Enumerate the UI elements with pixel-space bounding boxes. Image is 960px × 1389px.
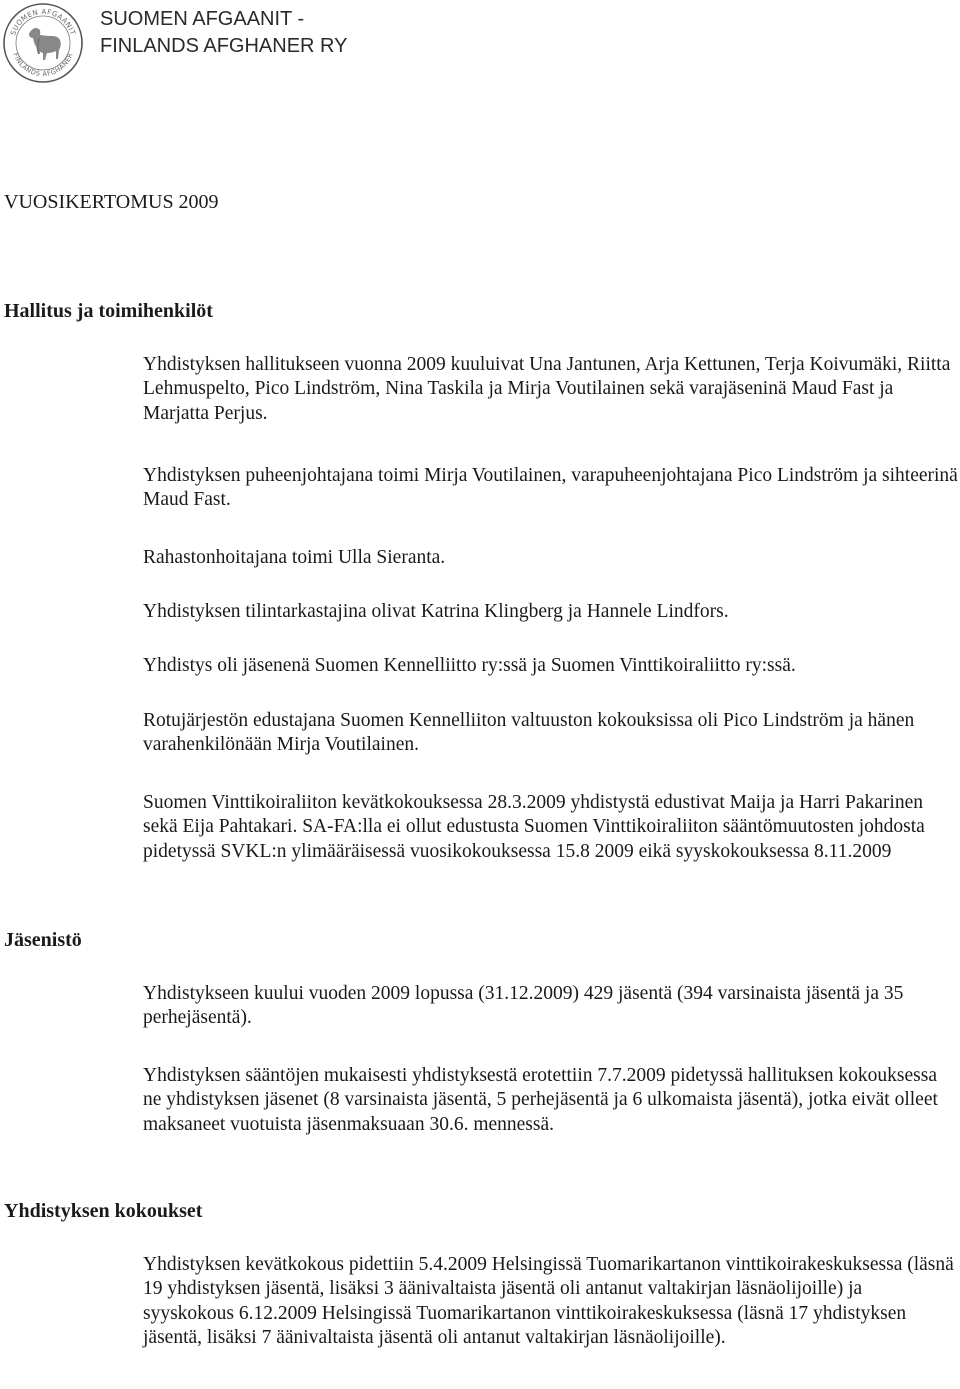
club-logo (2, 2, 84, 84)
afghan-hound-silhouette (29, 28, 61, 60)
svg-text:FINLANDS AFGHANER: FINLANDS AFGHANER (11, 51, 75, 79)
section-heading-kokoukset: Yhdistyksen kokoukset (4, 1200, 203, 1222)
paragraph-member-removal: Yhdistyksen sääntöjen mukaisesti yhdistyksestä erotettiin 7.7.2009 pidetyssä hallituksen kokouksessa ne yhdistyksen jäsenet (8 varsinaista jäsentä, 5 perhejäsentä ja 6 ulkomaista jäsentä), jotka eivät olleet maksaneet vuotuista jäsenmaksuaan 30.6. mennessä. (143, 1065, 938, 1135)
organization-name (100, 6, 347, 60)
organization-name-fi: SUOMEN AFGAANIT - (100, 8, 305, 30)
paragraph-chair: Yhdistyksen puheenjohtajana toimi Mirja Voutilainen, varapuheenjohtajana Pico Lindström ja sihteerinä Maud Fast. (143, 465, 958, 511)
paragraph-auditors: Yhdistyksen tilintarkastajina olivat Katrina Klingberg ja Hannele Lindfors. (143, 601, 729, 622)
paragraph-member-count: Yhdistykseen kuului vuoden 2009 lopussa (31.12.2009) 429 jäsentä (394 varsinaista jäsentä ja 35 perhejäsentä). (143, 983, 904, 1029)
paragraph-svkl-meetings: Suomen Vinttikoiraliiton kevätkokouksessa 28.3.2009 yhdistystä edustivat Maija ja Harri Pakarinen sekä Eija Pahtakari. SA-FA:lla ei ollut edustusta Suomen Vinttikoiraliiton sääntömuutosten johdosta pidetyssä SVKL:n ylimääräisessä vuosikokouksessa 15.8 2009 eikä syyskokouksessa 8.11.2009 (143, 792, 925, 862)
document-title: VUOSIKERTOMUS 2009 (4, 191, 219, 213)
section-heading-jasenisto: Jäsenistö (4, 929, 82, 951)
paragraph-representative: Rotujärjestön edustajana Suomen Kennelliiton valtuuston kokouksissa oli Pico Lindström ja hänen varahenkilönään Mirja Voutilainen. (143, 710, 915, 756)
section-heading-hallitus: Hallitus ja toimihenkilöt (4, 300, 213, 322)
svg-text:SUOMEN AFGAANIT: SUOMEN AFGAANIT (9, 7, 77, 37)
paragraph-treasurer: Rahastonhoitajana toimi Ulla Sieranta. (143, 547, 446, 568)
paragraph-memberships: Yhdistys oli jäsenenä Suomen Kennelliitto ry:ssä ja Suomen Vinttikoiraliitto ry:ssä. (143, 655, 796, 676)
paragraph-board-members: Yhdistyksen hallitukseen vuonna 2009 kuuluivat Una Jantunen, Arja Kettunen, Terja Koivumäki, Riitta Lehmuspelto, Pico Lindström, Nina Taskila ja Mirja Voutilainen sekä varajäseninä Maud Fast ja Marjatta Perjus. (143, 354, 951, 424)
organization-name-sv: FINLANDS AFGHANER RY (100, 35, 348, 57)
paragraph-meetings: Yhdistyksen kevätkokous pidettiin 5.4.2009 Helsingissä Tuomarikartanon vinttikoirakeskuksessa (läsnä 19 yhdistyksen jäsentä, lisäksi 3 äänivaltaista jäsentä oli antanut valtakirjan läsnäolijoille) ja syyskokous 6.12.2009 Helsingissä Tuomarikartanon vinttikoirakeskuksessa (läsnä 17 yhdistyksen jäsentä, lisäksi 7 äänivaltaista jäsentä oli antanut valtakirjan läsnäolijoille). (143, 1254, 954, 1348)
